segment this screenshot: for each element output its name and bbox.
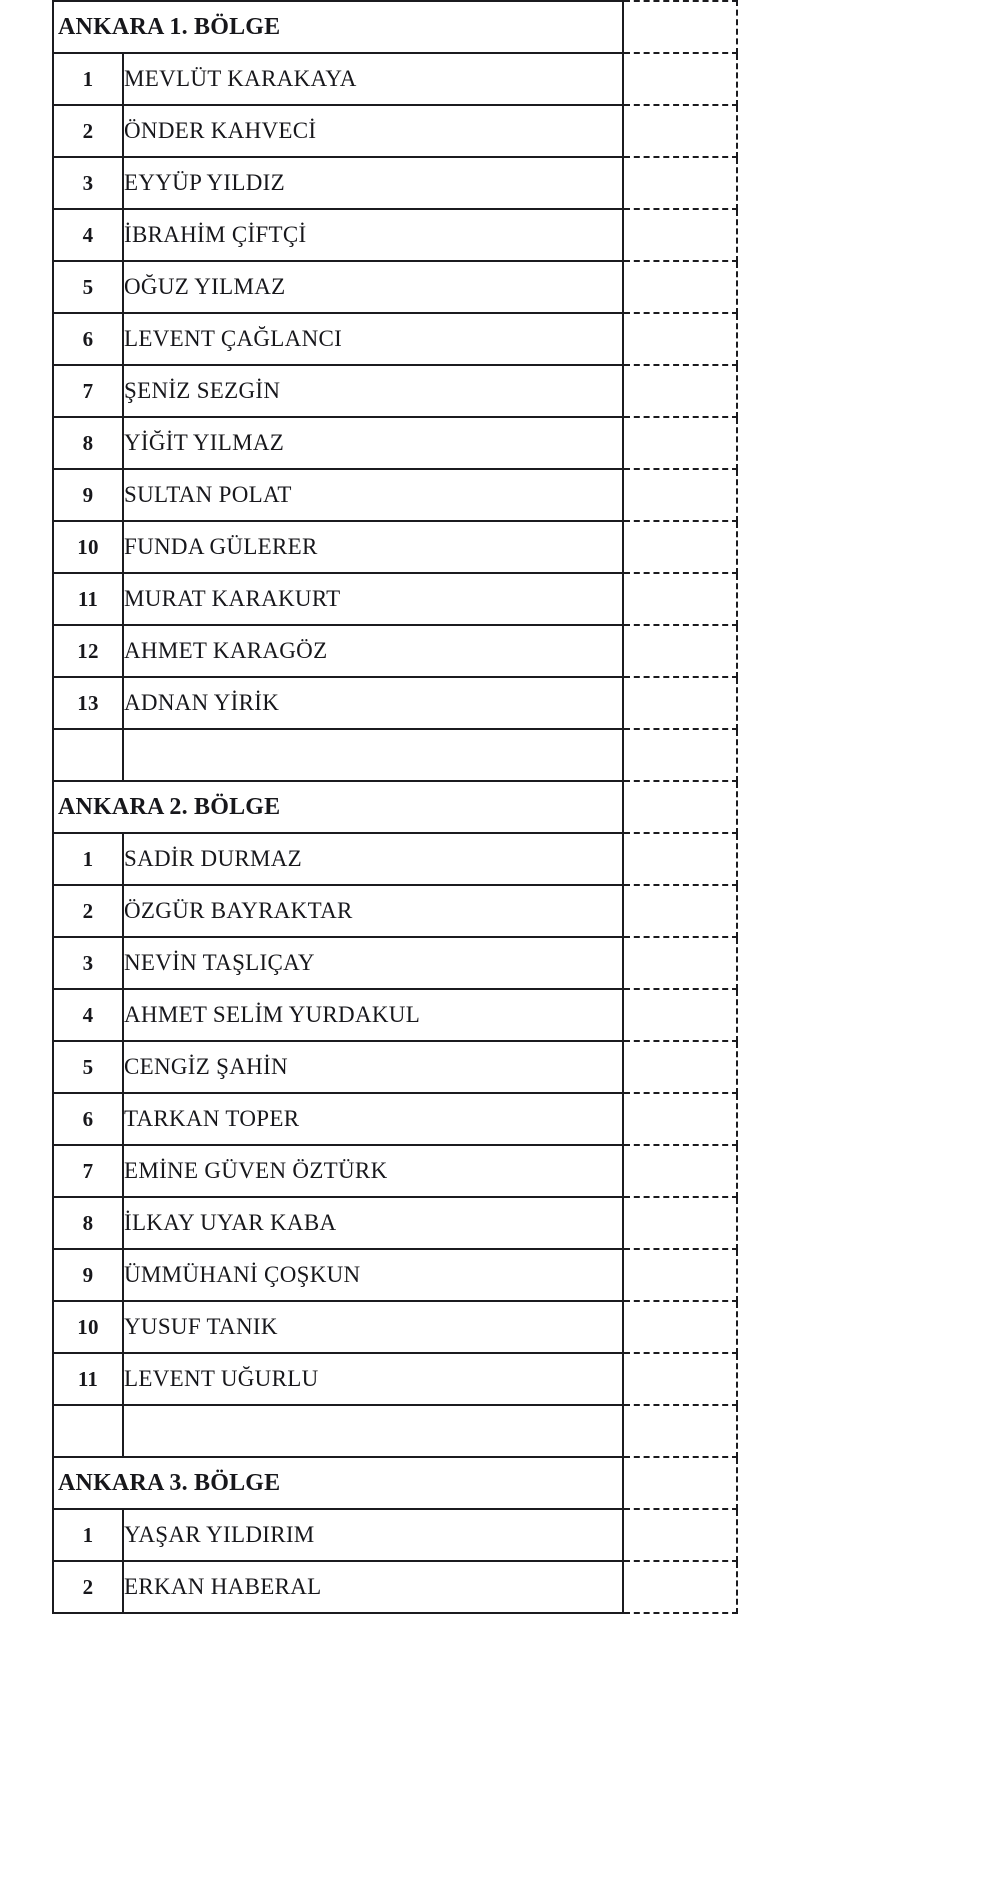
candidate-number: 4 (53, 209, 123, 261)
candidate-number: 5 (53, 1041, 123, 1093)
candidate-name: YAŞAR YILDIRIM (123, 1509, 623, 1561)
candidate-name: LEVENT ÇAĞLANCI (123, 313, 623, 365)
candidate-name: SULTAN POLAT (123, 469, 623, 521)
candidate-note-cell (623, 209, 737, 261)
table-row (53, 157, 737, 209)
table-row (53, 1093, 737, 1145)
candidate-number: 9 (53, 1249, 123, 1301)
candidate-table-body (53, 1, 737, 1613)
candidate-note-cell (623, 469, 737, 521)
table-row (53, 937, 737, 989)
spacer-note-cell (623, 729, 737, 781)
candidate-name: ÖNDER KAHVECİ (123, 105, 623, 157)
candidate-note-cell (623, 417, 737, 469)
candidate-name: CENGİZ ŞAHİN (123, 1041, 623, 1093)
candidate-name: OĞUZ YILMAZ (123, 261, 623, 313)
table-row (53, 885, 737, 937)
candidate-note-cell (623, 989, 737, 1041)
table-row (53, 625, 737, 677)
table-row (53, 677, 737, 729)
candidate-number: 13 (53, 677, 123, 729)
candidate-note-cell (623, 885, 737, 937)
spacer-note-cell (623, 1405, 737, 1457)
spacer-name-cell (123, 729, 623, 781)
candidate-note-cell (623, 1301, 737, 1353)
candidate-number: 8 (53, 417, 123, 469)
candidate-note-cell (623, 53, 737, 105)
region-heading-row (53, 781, 737, 833)
region-heading-row (53, 1, 737, 53)
candidate-number: 6 (53, 313, 123, 365)
candidate-name: İLKAY UYAR KABA (123, 1197, 623, 1249)
candidate-number: 12 (53, 625, 123, 677)
table-row (53, 1249, 737, 1301)
table-row (53, 261, 737, 313)
candidate-number: 2 (53, 105, 123, 157)
candidate-note-cell (623, 1509, 737, 1561)
candidate-note-cell (623, 313, 737, 365)
candidate-number: 2 (53, 1561, 123, 1613)
region-heading-label: ANKARA 1. BÖLGE (53, 1, 623, 53)
candidate-name: LEVENT UĞURLU (123, 1353, 623, 1405)
candidate-note-cell (623, 1561, 737, 1613)
region-note-cell (623, 1457, 737, 1509)
candidate-name: YUSUF TANIK (123, 1301, 623, 1353)
table-spacer-row (53, 729, 737, 781)
candidate-number: 7 (53, 1145, 123, 1197)
table-row (53, 417, 737, 469)
table-row (53, 1509, 737, 1561)
candidate-number: 11 (53, 1353, 123, 1405)
candidate-note-cell (623, 833, 737, 885)
candidate-number: 3 (53, 157, 123, 209)
candidate-note-cell (623, 1197, 737, 1249)
candidate-note-cell (623, 521, 737, 573)
candidate-name: AHMET SELİM YURDAKUL (123, 989, 623, 1041)
region-heading-label: ANKARA 3. BÖLGE (53, 1457, 623, 1509)
candidate-number: 4 (53, 989, 123, 1041)
candidate-note-cell (623, 1145, 737, 1197)
table-row (53, 365, 737, 417)
region-note-cell (623, 1, 737, 53)
candidate-note-cell (623, 1353, 737, 1405)
candidate-name: NEVİN TAŞLIÇAY (123, 937, 623, 989)
table-row (53, 833, 737, 885)
candidate-number: 8 (53, 1197, 123, 1249)
region-note-cell (623, 781, 737, 833)
candidate-name: MEVLÜT KARAKAYA (123, 53, 623, 105)
table-row (53, 53, 737, 105)
table-row (53, 1197, 737, 1249)
candidate-name: EMİNE GÜVEN ÖZTÜRK (123, 1145, 623, 1197)
table-row (53, 989, 737, 1041)
candidate-number: 6 (53, 1093, 123, 1145)
table-row (53, 105, 737, 157)
candidate-note-cell (623, 1093, 737, 1145)
candidate-note-cell (623, 937, 737, 989)
candidate-note-cell (623, 625, 737, 677)
table-row (53, 573, 737, 625)
candidate-number: 1 (53, 833, 123, 885)
candidate-name: ÖZGÜR BAYRAKTAR (123, 885, 623, 937)
candidate-note-cell (623, 105, 737, 157)
candidate-number: 7 (53, 365, 123, 417)
candidate-number: 5 (53, 261, 123, 313)
table-row (53, 209, 737, 261)
candidate-note-cell (623, 1041, 737, 1093)
candidate-number: 1 (53, 1509, 123, 1561)
region-heading-label: ANKARA 2. BÖLGE (53, 781, 623, 833)
candidate-name: TARKAN TOPER (123, 1093, 623, 1145)
candidate-name: MURAT KARAKURT (123, 573, 623, 625)
table-row (53, 469, 737, 521)
candidate-name: ADNAN YİRİK (123, 677, 623, 729)
table-row (53, 1145, 737, 1197)
candidate-name: AHMET KARAGÖZ (123, 625, 623, 677)
candidate-list-table (52, 0, 738, 1614)
spacer-no-cell (53, 729, 123, 781)
candidate-name: YİĞİT YILMAZ (123, 417, 623, 469)
table-row (53, 1041, 737, 1093)
candidate-note-cell (623, 1249, 737, 1301)
candidate-name: ŞENİZ SEZGİN (123, 365, 623, 417)
candidate-number: 2 (53, 885, 123, 937)
spacer-name-cell (123, 1405, 623, 1457)
candidate-number: 3 (53, 937, 123, 989)
candidate-note-cell (623, 157, 737, 209)
table-row (53, 1301, 737, 1353)
table-row (53, 521, 737, 573)
candidate-note-cell (623, 261, 737, 313)
spacer-no-cell (53, 1405, 123, 1457)
candidate-note-cell (623, 365, 737, 417)
candidate-name: SADİR DURMAZ (123, 833, 623, 885)
candidate-name: EYYÜP YILDIZ (123, 157, 623, 209)
region-heading-row (53, 1457, 737, 1509)
candidate-name: İBRAHİM ÇİFTÇİ (123, 209, 623, 261)
candidate-number: 10 (53, 521, 123, 573)
candidate-number: 10 (53, 1301, 123, 1353)
candidate-name: FUNDA GÜLERER (123, 521, 623, 573)
candidate-number: 9 (53, 469, 123, 521)
candidate-note-cell (623, 677, 737, 729)
candidate-name: ERKAN HABERAL (123, 1561, 623, 1613)
candidate-number: 1 (53, 53, 123, 105)
table-row (53, 1561, 737, 1613)
candidate-name: ÜMMÜHANİ ÇOŞKUN (123, 1249, 623, 1301)
table-row (53, 313, 737, 365)
candidate-note-cell (623, 573, 737, 625)
table-spacer-row (53, 1405, 737, 1457)
candidate-number: 11 (53, 573, 123, 625)
table-row (53, 1353, 737, 1405)
